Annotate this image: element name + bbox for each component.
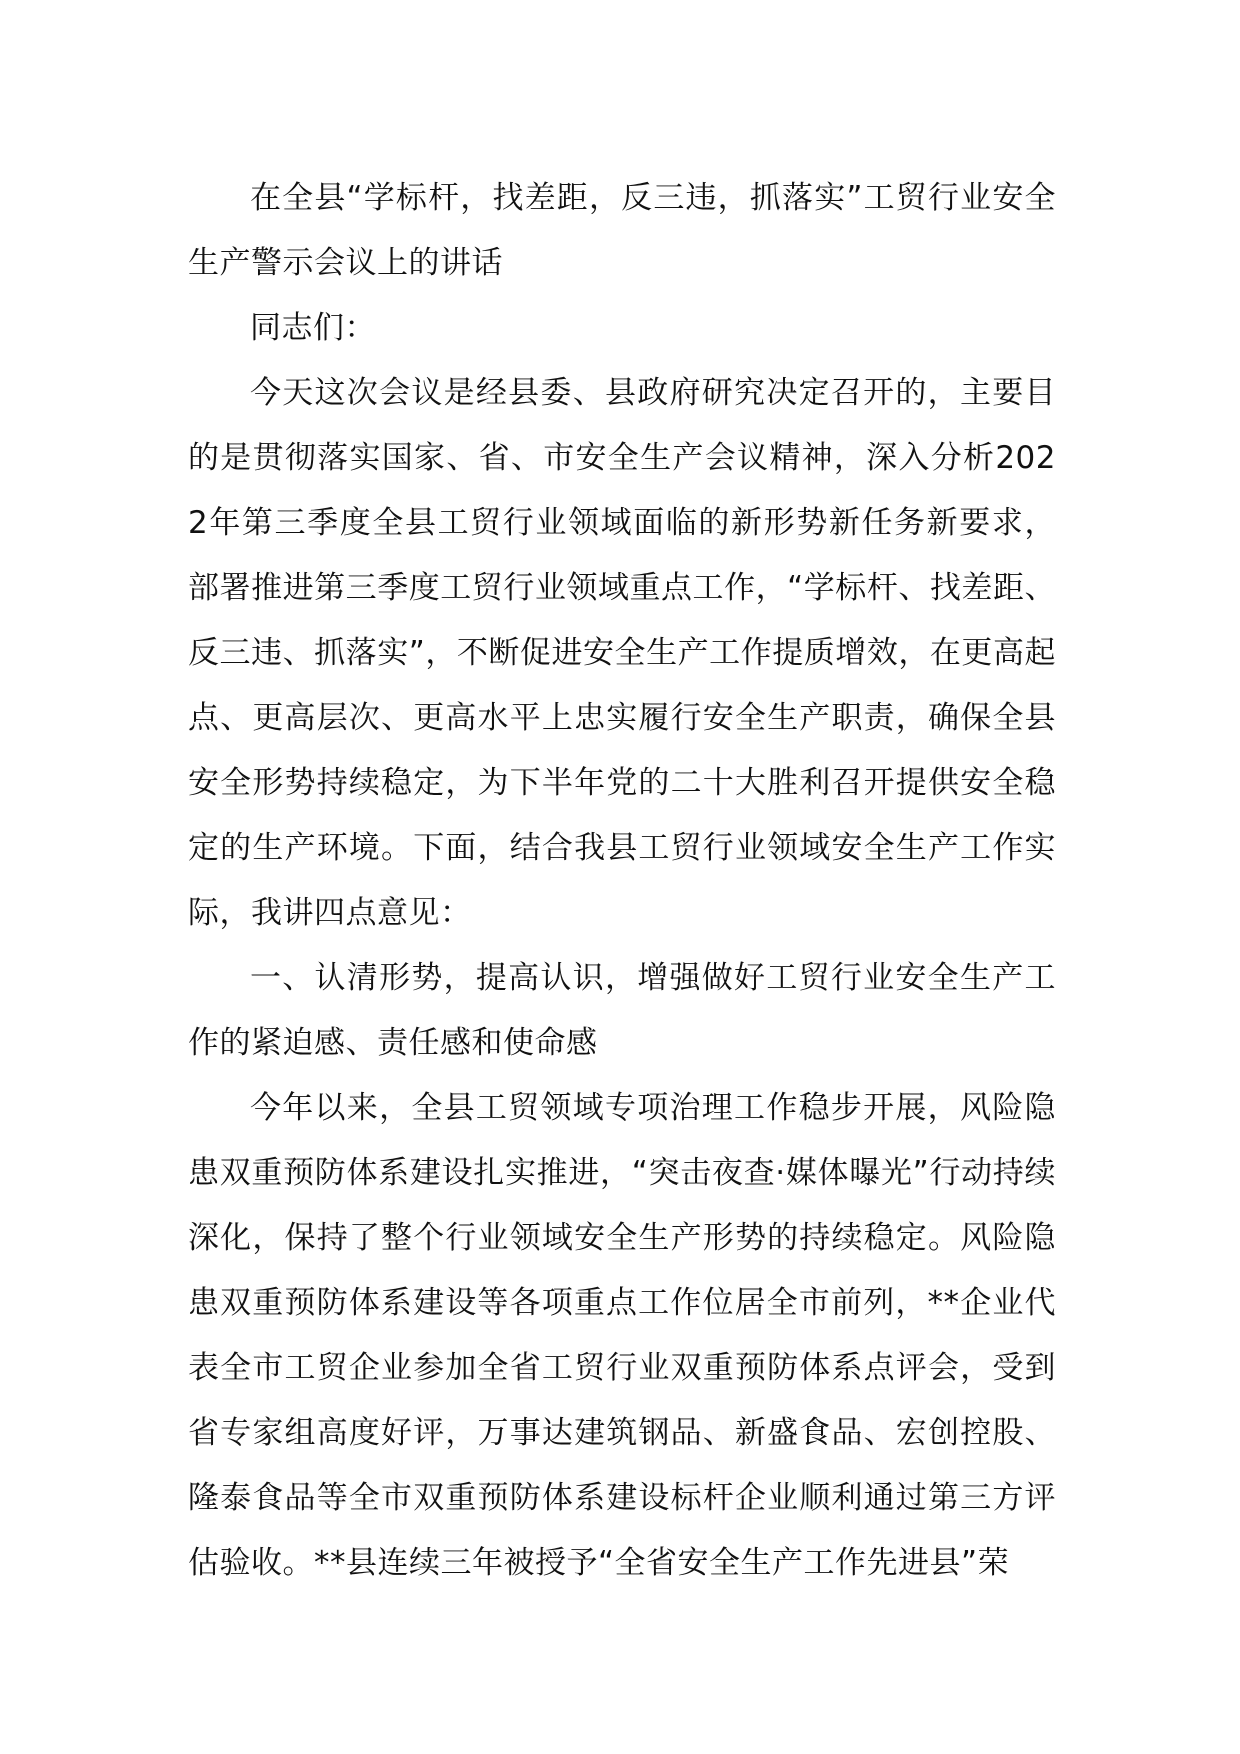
paragraph-intro: 今天这次会议是经县委、县政府研究决定召开的，主要目的是贯彻落实国家、省、市安全生产会议精神，深入分析2022年第三季度全县工贸行业领域面临的新形势新任务新要求，部署推进第三季度工贸行业领域重点工作，“学标杆、找差距、反三违、抓落实”，不断促进安全生产工作提质增效，在更高起点、更高层次、更高水平上忠实履行安全生产职责，确保全县安全形势持续稳定，为下半年党的二十大胜利召开提供安全稳定的生产环境。下面，结合我县工贸行业领域安全生产工作实际，我讲四点意见： (188, 375, 1056, 931)
document-title: 在全县“学标杆，找差距，反三违，抓落实”工贸行业安全生产警示会议上的讲话 (188, 180, 1056, 281)
salutation: 同志们： (250, 310, 376, 346)
paragraph-section-1: 今年以来，全县工贸领域专项治理工作稳步开展，风险隐患双重预防体系建设扎实推进，“突击夜查·媒体曝光”行动持续深化，保持了整个行业领域安全生产形势的持续稳定。风险隐患双重预防体系建设等各项重点工作位居全市前列，**企业代表全市工贸企业参加全省工贸行业双重预防体系点评会，受到省专家组高度好评，万事达建筑钢品、新盛食品、宏创控股、隆泰食品等全市双重预防体系建设标杆企业顺利通过第三方评估验收。**县连续三年被授予“全省安全生产工作先进县”荣 (188, 1090, 1056, 1581)
section-heading-1: 一、认清形势，提高认识，增强做好工贸行业安全生产工作的紧迫感、责任感和使命感 (188, 960, 1056, 1061)
document-body (188, 166, 1056, 1596)
